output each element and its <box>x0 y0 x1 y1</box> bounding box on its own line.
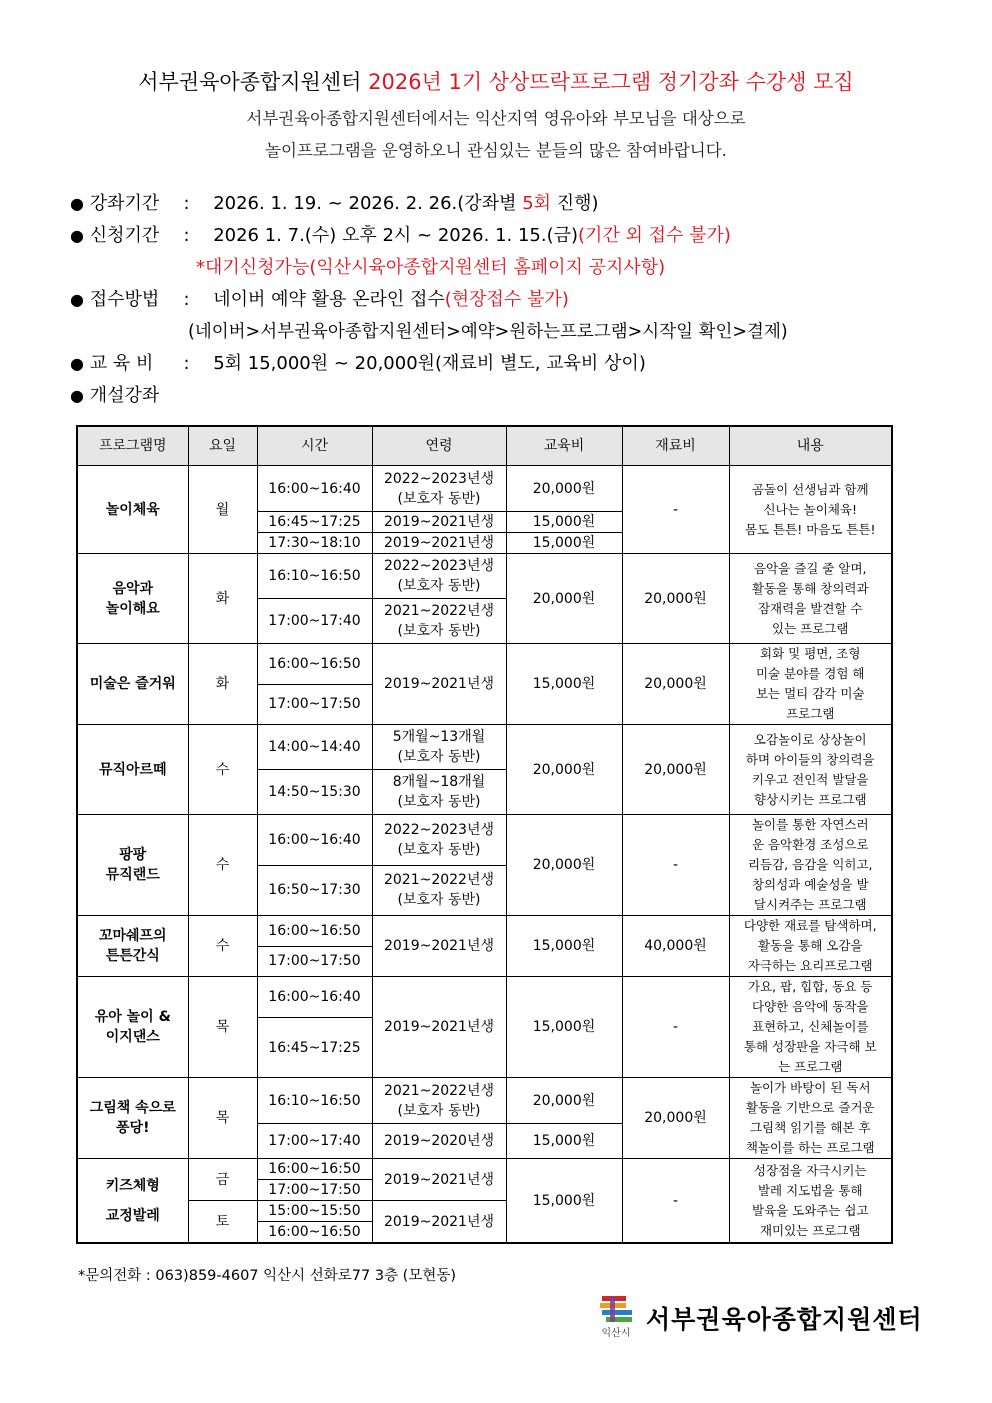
table-row: 17:00~17:50 <box>77 1180 892 1201</box>
info-apply-sub: *대기신청가능(익산시육아종합지원센터 홈페이지 공지사항) <box>196 257 666 278</box>
table-row: 16:45~17:25 <box>77 1018 892 1078</box>
table-row: 미술은 즐거워 화 16:00~16:50 2019~2021년생 15,000원 20,000원 회화 및 평면, 조형 미술 분야를 경험 해 보는 멀티 감각 미술 프로그램 <box>77 644 892 685</box>
table-row: 16:00~16:50 <box>77 1222 892 1244</box>
intro-line-1: 서부권육아종합지원센터에서는 익산지역 영유아와 부모님을 대상으로 <box>246 109 746 128</box>
table-row: 17:00~17:40 2021~2022년생 (보호자 동반) <box>77 599 892 644</box>
info-courses: ● 개설강좌 <box>70 380 950 412</box>
contact-info: *문의전화 : 063)859-4607 익산시 선화로77 3층 (모현동) <box>78 1268 457 1284</box>
col-header: 연령 <box>372 426 506 466</box>
table-header-row <box>77 426 892 466</box>
table-row: 17:00~17:50 <box>77 684 892 725</box>
table-row: 뮤직아르떼 수 14:00~14:40 5개월~13개월 (보호자 동반) 20,000원 20,000원 오감놀이로 상상놀이 하며 아이들의 창의력을 키우고 전인적 발달을 향상시키는 프로그램 <box>77 725 892 770</box>
table-row: 팡팡 뮤직랜드 수 16:00~16:40 2022~2023년생 (보호자 동반) 20,000원 - 놀이를 통한 자연스러 운 음악환경 조성으로 리듬감, 음감을 익히고, 창의성과 예술성을 발 달시켜주는 프로그램 <box>77 815 892 866</box>
bullet-icon: ● <box>70 386 84 405</box>
title-org: 서부권육아종합지원센터 <box>138 70 362 94</box>
col-header: 교육비 <box>506 426 622 466</box>
table-row: 17:00~17:40 2019~2020년생 15,000원 <box>77 1124 892 1159</box>
program-table <box>76 425 893 1244</box>
col-header: 요일 <box>188 426 257 466</box>
table-row: 키즈체형 교정발레 금 16:00~16:50 2019~2021년생 15,000원 - 성장점을 자극시키는 발레 지도법을 통해 발육을 도와주는 쉽고 재미있는 프로그램 <box>77 1159 892 1180</box>
bullet-icon: ● <box>70 354 84 373</box>
bullet-icon: ● <box>70 194 84 213</box>
center-name: 서부권육아종합지원센터 <box>646 1305 923 1334</box>
info-method-sub: (네이버>서부권육아종합지원센터>예약>원하는프로그램>시작일 확인>결제) <box>188 322 788 342</box>
col-header: 시간 <box>257 426 372 466</box>
col-header: 재료비 <box>622 426 729 466</box>
title-event: 2026년 1기 상상뜨락프로그램 정기강좌 수강생 모집 <box>368 70 854 94</box>
table-row: 그림책 속으로 퐁당! 목 16:10~16:50 2021~2022년생 (보호자 동반) 20,000원 20,000원 놀이가 바탕이 된 독서 활동을 기반으로 즐거운 그림책 읽기를 해본 후 책놀이를 하는 프로그램 <box>77 1078 892 1124</box>
page-title <box>0 66 992 96</box>
table-row: 16:45~17:25 2019~2021년생 15,000원 <box>77 512 892 533</box>
table-row: 16:50~17:30 2021~2022년생 (보호자 동반) <box>77 865 892 916</box>
info-method: ● 접수방법 : 네이버 예약 활용 온라인 접수(현장접수 불가) <box>70 284 950 316</box>
bullet-icon: ● <box>70 226 84 245</box>
table-row: 토 15:00~15:50 2019~2021년생 <box>77 1201 892 1222</box>
logo-city-text: 익산시 <box>601 1328 631 1339</box>
info-period: ● 강좌기간 : 2026. 1. 19. ~ 2026. 2. 26.(강좌별 5회 진행) <box>70 188 950 220</box>
table-row: 꼬마쉐프의 튼튼간식 수 16:00~16:50 2019~2021년생 15,000원 40,000원 다양한 재료를 탐색하며, 활동을 통해 오감을 자극하는 요리프로그램 <box>77 916 892 947</box>
table-row: 17:30~18:10 2019~2021년생 15,000원 <box>77 533 892 554</box>
info-apply: ● 신청기간 : 2026 1. 7.(수) 오후 2시 ~ 2026. 1. 15.(금)(기간 외 접수 불가) <box>70 220 950 252</box>
table-row: 14:50~15:30 8개월~18개월 (보호자 동반) <box>77 770 892 815</box>
bullet-icon: ● <box>70 290 84 309</box>
center-logo <box>596 1292 926 1342</box>
table-row: 놀이체육 월 16:00~16:40 2022~2023년생 (보호자 동반) 20,000원 - 곰돌이 선생님과 함께 신나는 놀이체육! 몸도 튼튼! 마음도 튼튼! <box>77 466 892 512</box>
table-row: 음악과 놀이해요 화 16:10~16:50 2022~2023년생 (보호자 동반) 20,000원 20,000원 음악을 즐길 줄 알며, 활동을 통해 창의력과 잠재력을 발견할 수 있는 프로그램 <box>77 554 892 599</box>
iksan-logo-icon <box>596 1292 642 1342</box>
table-row: 유아 놀이 & 이지댄스 목 16:00~16:40 2019~2021년생 15,000원 - 가요, 팝, 힙합, 동요 등 다양한 음악에 동작을 표현하고, 신체놀이를 통해 성장판을 자극해 보 는 프로그램 <box>77 977 892 1018</box>
col-header: 내용 <box>729 426 892 466</box>
col-header: 프로그램명 <box>77 426 188 466</box>
info-fee: ● 교 육 비 : 5회 15,000원 ~ 20,000원(재료비 별도, 교육비 상이) <box>70 348 950 380</box>
table-row: 17:00~17:50 <box>77 946 892 977</box>
intro-line-2: 놀이프로그램을 운영하오니 관심있는 분들의 많은 참여바랍니다. <box>265 141 727 160</box>
info-list <box>70 188 950 412</box>
